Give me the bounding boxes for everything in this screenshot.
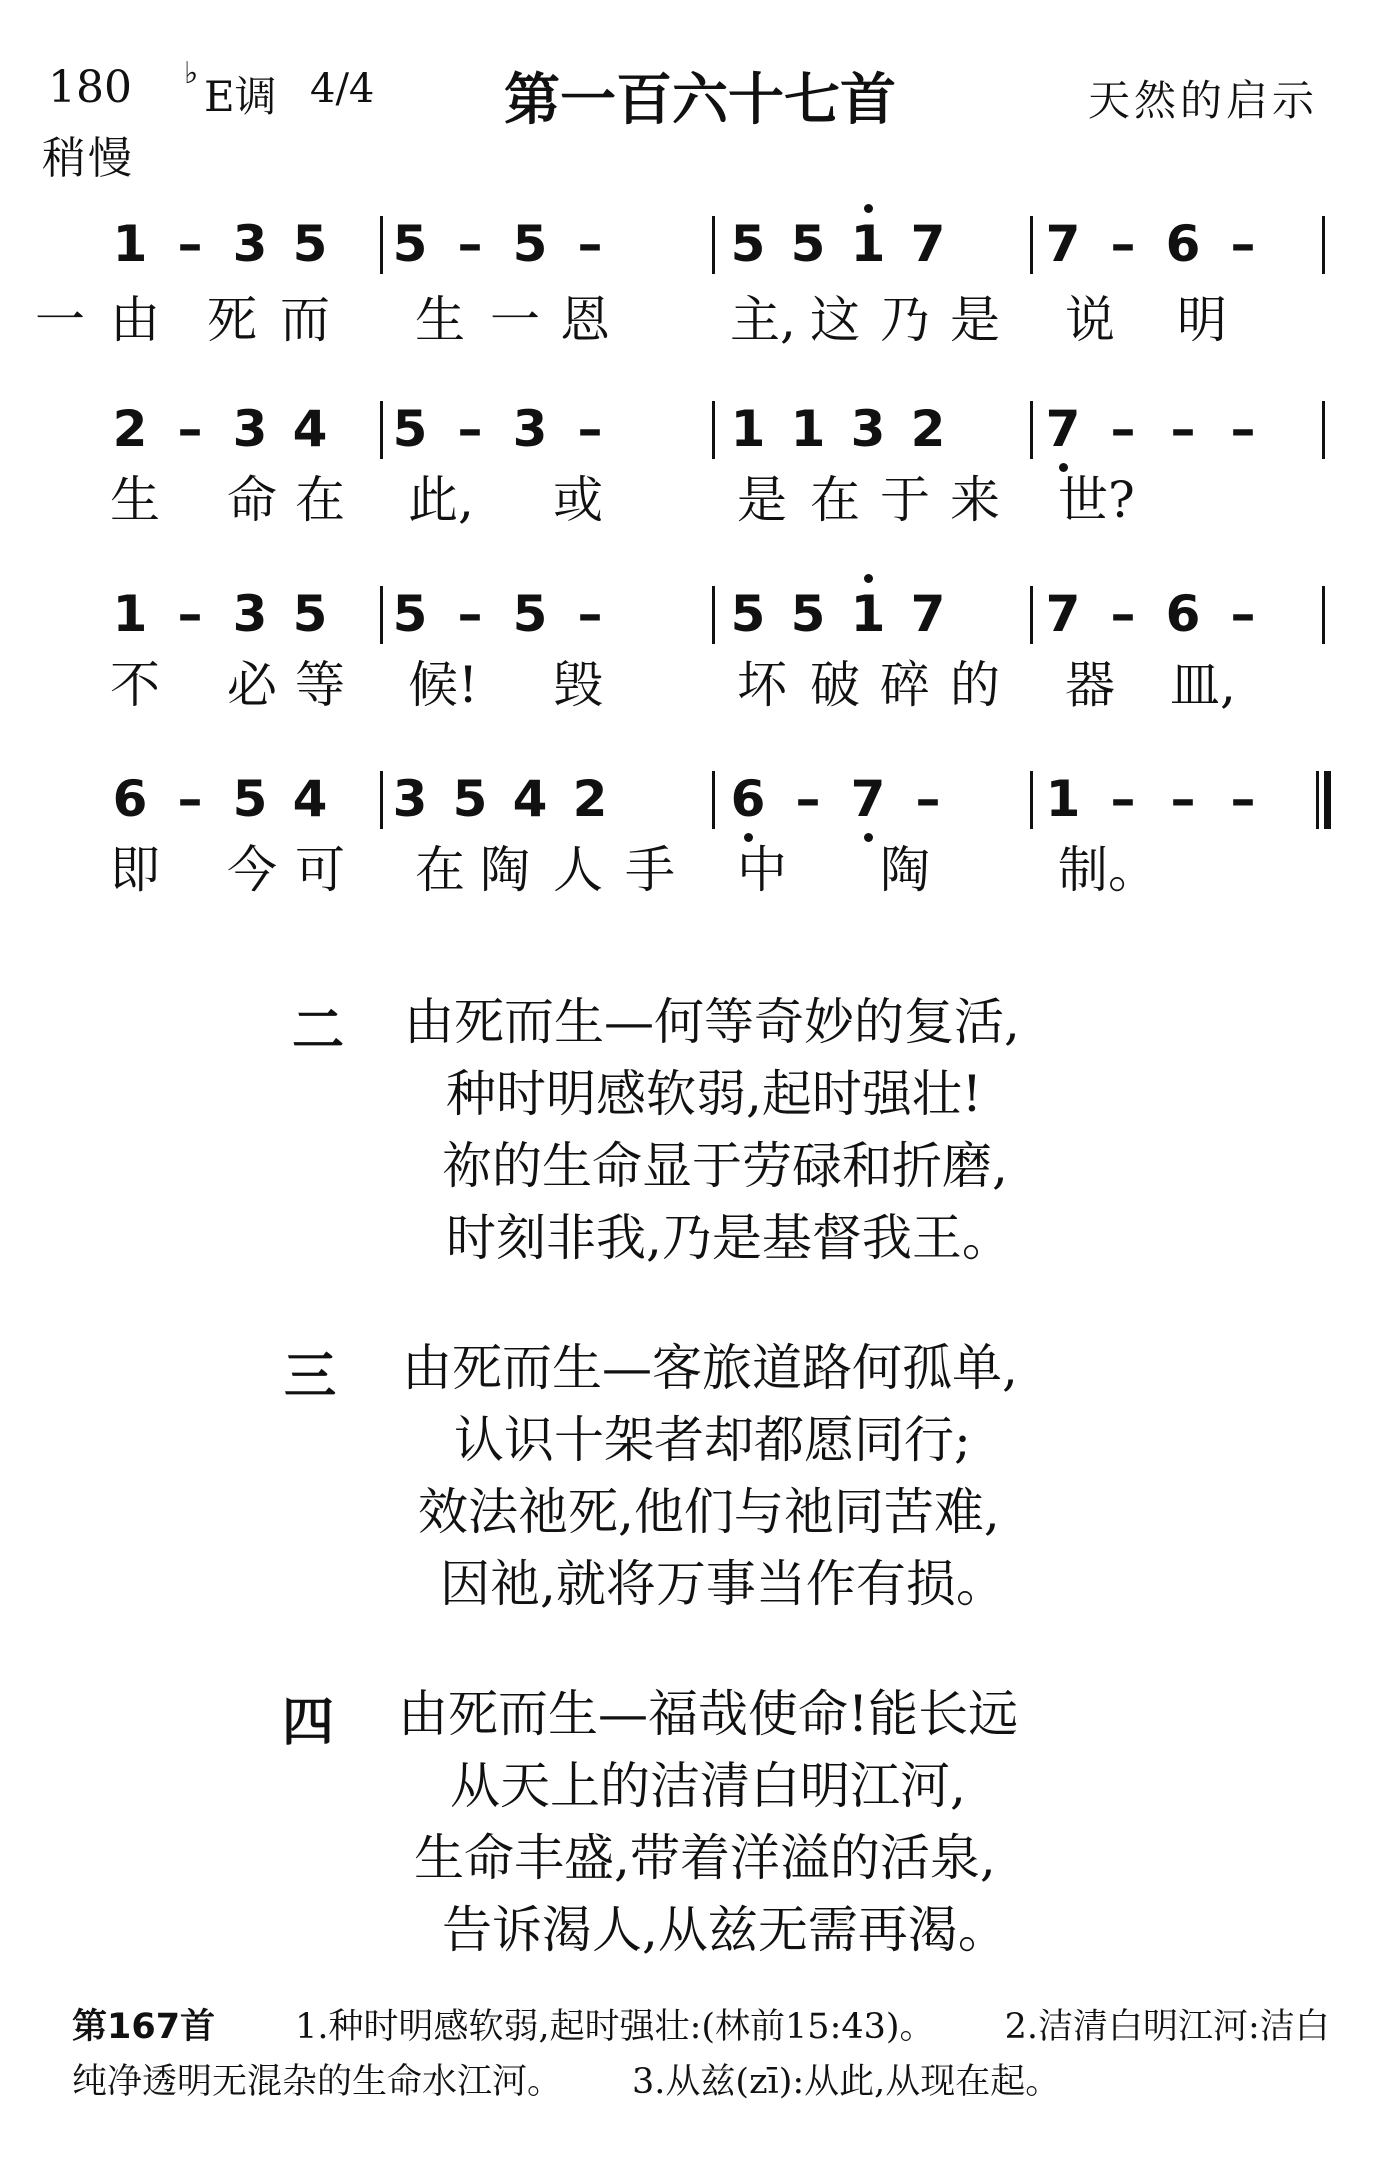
- note: 2: [910, 400, 946, 458]
- bar-line: [1030, 771, 1033, 829]
- footnote-item: 3.从兹(zī):从此,从现在起。: [632, 2062, 1061, 2102]
- lyric-syllable: 此,: [408, 471, 474, 529]
- note: 5: [790, 215, 826, 273]
- bar-line: [1322, 586, 1325, 644]
- note-extension: –: [457, 215, 483, 273]
- note: 5: [392, 215, 428, 273]
- note-line: [0, 570, 1400, 660]
- note: 7: [910, 215, 946, 273]
- note-extension: –: [577, 400, 603, 458]
- note: 5: [392, 585, 428, 643]
- bar-line: [380, 216, 383, 274]
- note-extension: –: [1110, 215, 1136, 273]
- lyric-syllable: 明: [1177, 291, 1227, 349]
- lyric-line: [0, 290, 1400, 360]
- note-line: [0, 200, 1400, 290]
- note: 7: [1045, 585, 1081, 643]
- note: 5: [512, 215, 548, 273]
- bar-line: [712, 401, 715, 459]
- verse-line: 由死而生—福哉使命!能长远: [398, 1685, 1019, 1743]
- note: 7: [850, 770, 886, 828]
- note-extension: –: [1110, 400, 1136, 458]
- lyric-syllable: 必: [227, 656, 277, 714]
- note: 3: [232, 215, 268, 273]
- lyric-syllable: 的: [950, 656, 1000, 714]
- bar-line: [1316, 771, 1319, 829]
- note: 5: [512, 585, 548, 643]
- footnote: [72, 2000, 1352, 2110]
- note: 3: [232, 400, 268, 458]
- bar-line: [712, 216, 715, 274]
- lyric-syllable: 恩: [560, 291, 610, 349]
- note-extension: –: [1230, 400, 1256, 458]
- lyric-syllable: 乃: [880, 291, 930, 349]
- lyric-syllable: 由: [110, 291, 160, 349]
- bar-line: [380, 586, 383, 644]
- note: 6: [1165, 585, 1201, 643]
- note: 7: [910, 585, 946, 643]
- note-extension: –: [1170, 770, 1196, 828]
- lyric-syllable: 陶: [480, 841, 530, 899]
- note-extension: –: [1230, 585, 1256, 643]
- note-extension: –: [577, 215, 603, 273]
- footnote-item: 1.种时明感软弱,起时强壮:(林前15:43)。: [295, 2007, 935, 2047]
- note: 3: [512, 400, 548, 458]
- verse-number: 三: [284, 1346, 337, 1407]
- bar-line: [712, 586, 715, 644]
- bar-line: [1322, 216, 1325, 274]
- note: 6: [112, 770, 148, 828]
- verse-line: 认识十架者却都愿同行;: [454, 1411, 971, 1469]
- bar-line: [380, 401, 383, 459]
- verse-line: 从天上的洁清白明江河,: [450, 1757, 966, 1815]
- lyric-syllable: 今: [227, 841, 277, 899]
- footnote-title: 第167首: [72, 2007, 216, 2047]
- note-extension: –: [795, 770, 821, 828]
- note: 3: [392, 770, 428, 828]
- lyric-syllable: 人: [553, 841, 603, 899]
- lyric-syllable: 是: [950, 291, 1000, 349]
- lyric-syllable: 生: [110, 471, 160, 529]
- note: 5: [730, 585, 766, 643]
- lyric-syllable: 等: [295, 656, 345, 714]
- verse-line: 效法祂死,他们与祂同苦难,: [418, 1483, 1000, 1541]
- final-bar-line: [1324, 771, 1331, 829]
- lyric-syllable: 一: [490, 291, 540, 349]
- lyric-syllable: 于: [880, 471, 930, 529]
- note: 6: [730, 770, 766, 828]
- verse-line: 祢的生命显于劳碌和折磨,: [442, 1137, 1008, 1195]
- note: 7: [1045, 215, 1081, 273]
- note-extension: –: [177, 400, 203, 458]
- bar-line: [1030, 216, 1033, 274]
- lyric-syllable: 在: [295, 471, 345, 529]
- note: 5: [292, 215, 328, 273]
- bar-line: [1322, 401, 1325, 459]
- note-line: [0, 755, 1400, 845]
- note-extension: –: [915, 770, 941, 828]
- octave-up-dot: [864, 574, 873, 583]
- lyric-line: [0, 470, 1400, 540]
- note: 5: [292, 585, 328, 643]
- bar-line: [1030, 586, 1033, 644]
- note-extension: –: [1110, 770, 1136, 828]
- note-extension: –: [177, 585, 203, 643]
- note-extension: –: [1230, 770, 1256, 828]
- note: 4: [292, 400, 328, 458]
- lyric-syllable: 来: [950, 471, 1000, 529]
- lyric-syllable: 破: [810, 656, 860, 714]
- lyric-syllable: 不: [110, 656, 160, 714]
- note-extension: –: [177, 215, 203, 273]
- note: 5: [730, 215, 766, 273]
- verse-line: 时刻非我,乃是基督我王。: [446, 1209, 1012, 1267]
- note: 4: [512, 770, 548, 828]
- note: 1: [730, 400, 766, 458]
- lyric-line: [0, 840, 1400, 910]
- octave-up-dot: [864, 204, 873, 213]
- lyric-syllable: 在: [415, 841, 465, 899]
- note: 1: [112, 215, 148, 273]
- lyric-syllable: 毁: [553, 656, 603, 714]
- verse-number: 二: [292, 1000, 345, 1061]
- footnote-item: 2.洁清白明江河:洁白纯净透明无混杂的生命水江河。: [72, 2007, 1330, 2102]
- verse-number: 四: [282, 1692, 335, 1753]
- lyric-syllable: 生: [415, 291, 465, 349]
- note: 5: [452, 770, 488, 828]
- note-extension: –: [1170, 400, 1196, 458]
- time-signature: 4/4: [310, 66, 375, 112]
- lyric-syllable: 器: [1065, 656, 1115, 714]
- note: 5: [392, 400, 428, 458]
- note-extension: –: [577, 585, 603, 643]
- lyric-line: [0, 655, 1400, 725]
- note: 2: [572, 770, 608, 828]
- lyric-syllable: 即: [110, 841, 160, 899]
- flat-sign: ♭: [184, 56, 199, 91]
- note-extension: –: [457, 400, 483, 458]
- lyric-syllable: 中: [737, 841, 787, 899]
- note-extension: –: [1110, 585, 1136, 643]
- note: 4: [292, 770, 328, 828]
- verse-line: 由死而生—客旅道路何孤单,: [402, 1339, 1018, 1397]
- lyric-syllable: 坏: [737, 656, 787, 714]
- note: 3: [232, 585, 268, 643]
- note-extension: –: [177, 770, 203, 828]
- note-line: [0, 385, 1400, 475]
- note: 1: [850, 585, 886, 643]
- verse-line: 因祂,就将万事当作有损。: [440, 1555, 1006, 1613]
- lyric-syllable: 或: [553, 471, 603, 529]
- lyric-syllable: 在: [810, 471, 860, 529]
- bar-line: [712, 771, 715, 829]
- note: 5: [790, 585, 826, 643]
- lyric-syllable: 陶: [880, 841, 930, 899]
- note: 6: [1165, 215, 1201, 273]
- lyric-syllable: 这: [810, 291, 860, 349]
- verse-line: 由死而生—何等奇妙的复活,: [404, 993, 1020, 1051]
- lyric-syllable: 世?: [1058, 471, 1135, 529]
- page-number: 180: [48, 62, 132, 113]
- verse-line: 种时明感软弱,起时强壮!: [446, 1065, 982, 1123]
- verse-line: 生命丰盛,带着洋溢的活泉,: [414, 1829, 996, 1887]
- lyric-syllable: 候!: [408, 656, 479, 714]
- note: 1: [790, 400, 826, 458]
- note: 1: [112, 585, 148, 643]
- bar-line: [380, 771, 383, 829]
- lyric-syllable: 是: [737, 471, 787, 529]
- lyric-syllable: 碎: [880, 656, 930, 714]
- lyric-syllable: 死: [207, 291, 257, 349]
- note-extension: –: [457, 585, 483, 643]
- lyric-syllable: 皿,: [1170, 656, 1236, 714]
- tempo-marking: 稍慢: [42, 133, 134, 184]
- lyric-syllable: 说: [1065, 291, 1115, 349]
- note: 7: [1045, 400, 1081, 458]
- lyric-syllable: 可: [295, 841, 345, 899]
- note: 3: [850, 400, 886, 458]
- verse-line: 告诉渴人,从兹无需再渴。: [442, 1901, 1008, 1959]
- lyric-syllable: 手: [625, 841, 675, 899]
- note: 5: [232, 770, 268, 828]
- note: 1: [1045, 770, 1081, 828]
- hymn-category: 天然的启示: [1087, 76, 1318, 125]
- lyric-syllable: 制。: [1058, 841, 1158, 899]
- lyric-syllable: 主,: [730, 291, 796, 349]
- key-signature: E调: [204, 72, 277, 121]
- lyric-syllable: 命: [227, 471, 277, 529]
- hymn-title: 第一百六十七首: [504, 68, 896, 133]
- bar-line: [1030, 401, 1033, 459]
- note-extension: –: [1230, 215, 1256, 273]
- lyric-syllable: 一: [35, 291, 85, 349]
- lyric-syllable: 而: [280, 291, 330, 349]
- note: 2: [112, 400, 148, 458]
- note: 1: [850, 215, 886, 273]
